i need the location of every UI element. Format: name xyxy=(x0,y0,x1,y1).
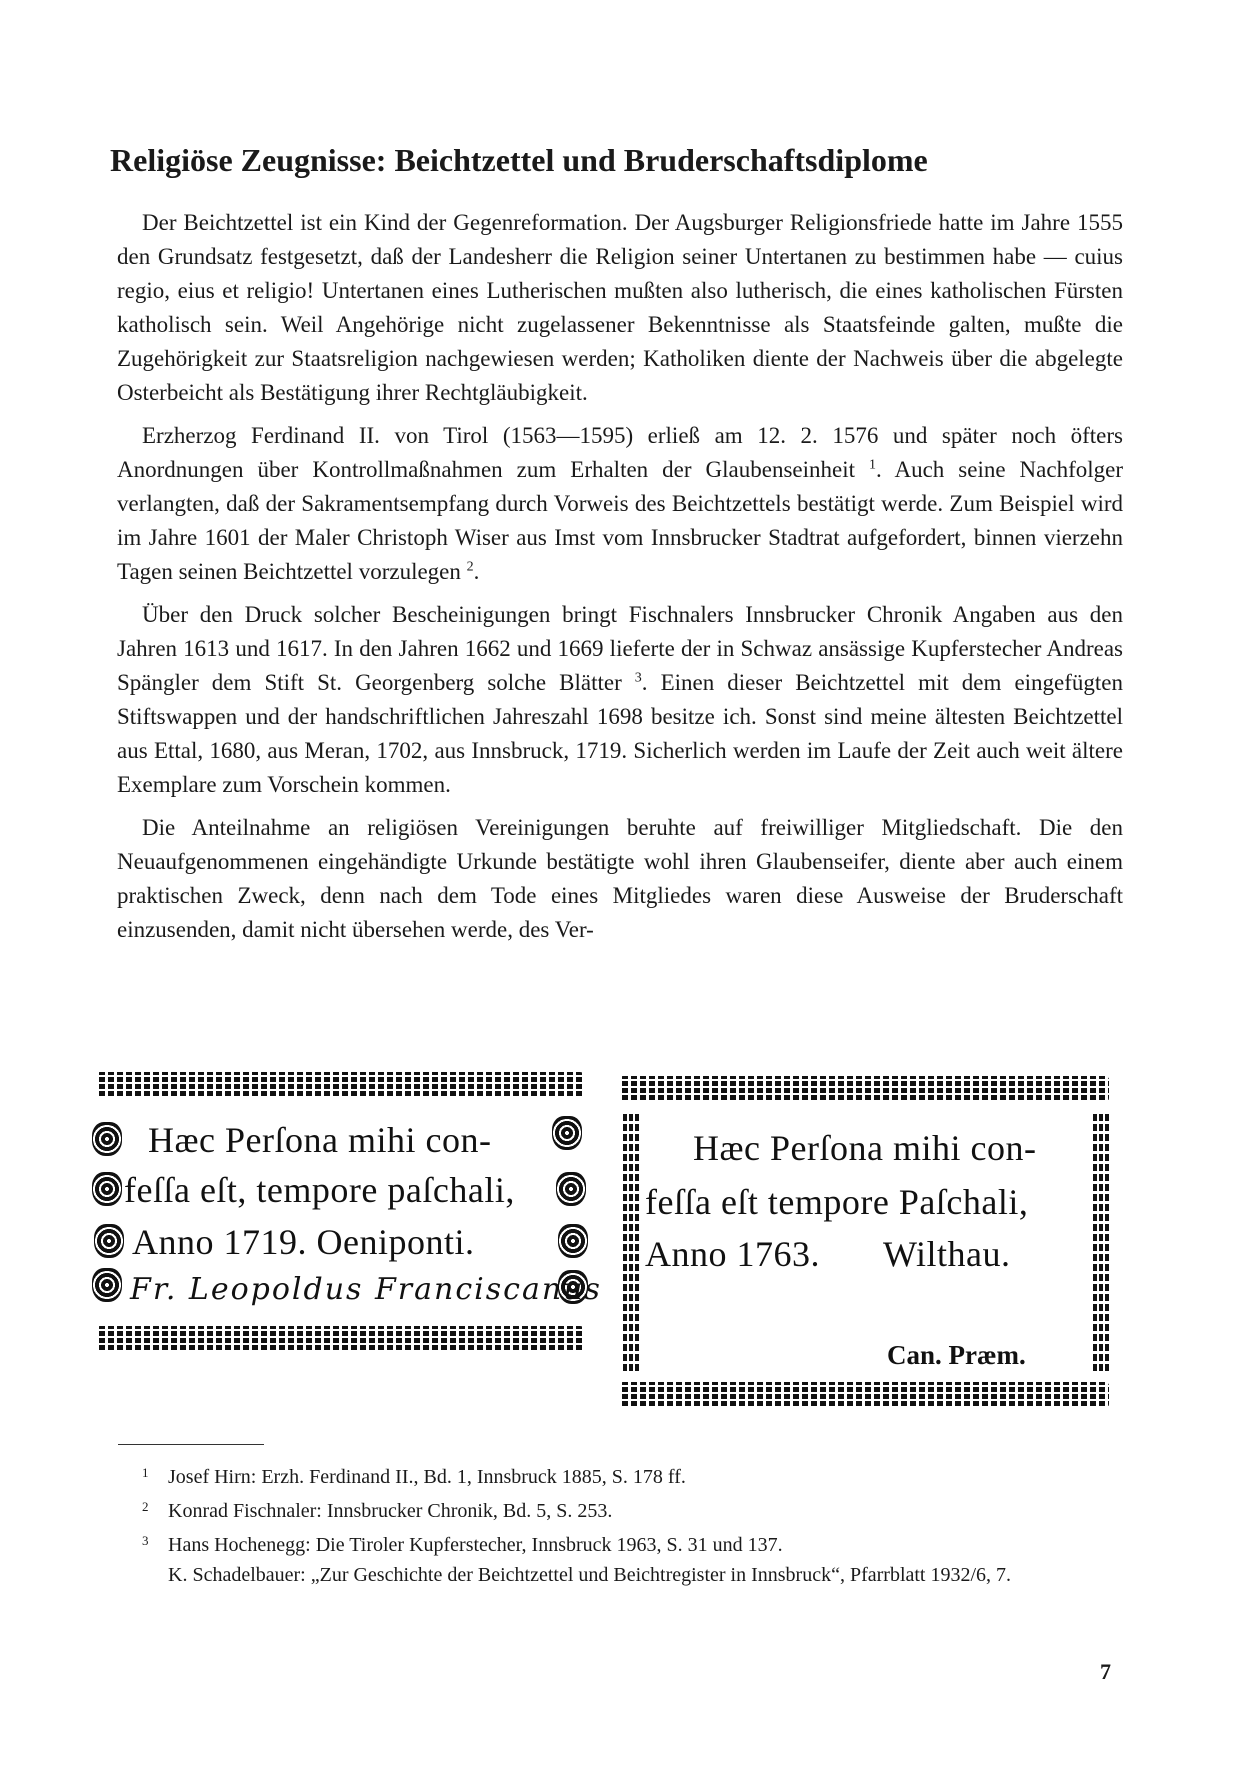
footnote-number: 2 xyxy=(142,1499,149,1514)
page-number: 7 xyxy=(1100,1659,1111,1684)
footnote-divider xyxy=(118,1444,264,1445)
ornament-icon xyxy=(556,1172,586,1206)
paragraph-1: Der Beichtzettel ist ein Kind der Gegenreformation. Der Augsburger Religionsfriede hatte im Jahre 1555 den Grundsatz festgesetzt, daß der Landesherr die Religion seiner Untertanen zu bestimmen habe — cuius regio, eius et religio! Untertanen eines Lutherischen mußten also lutherisch, die eines katholischen Fürsten katholisch sein. Weil Angehörige nicht zugelassener Bekenntnisse als Staatsfeinde galten, mußte die Zugehörigkeit zur Staatsreligion nachgewiesen werden; Katholiken diente der Nachweis über die abgelegte Osterbeicht als Bestätigung ihrer Rechtgläubigkeit. xyxy=(117,210,1123,405)
ornament-icon xyxy=(552,1116,582,1150)
ornament-icon xyxy=(558,1224,588,1258)
ornament-icon xyxy=(94,1224,124,1258)
certificate-abbreviation: Can. Præm. xyxy=(887,1340,1026,1370)
certificate-line-1: Hæc Perſona mihi con- xyxy=(148,1120,492,1160)
footnote-3 xyxy=(142,1530,1122,1590)
ornament-icon xyxy=(92,1172,122,1206)
paragraph-4-text-b: . Einen dieser Beichtzettel mit dem eingefügten Stiftswappen und der handschriftlichen Jahreszahl 1698 besitze ich. Sonst sind meine ältesten Beichtzettel aus Ettal, 1680, aus Meran, 1702, aus Innsbruck, 1719. Sicherlich werden im Laufe der Zeit auch weit ältere Exemplare zum Vorschein kommen. xyxy=(117,670,1124,797)
footnote-text: Josef Hirn: Erzh. Ferdinand II., Bd. 1, Innsbruck 1885, S. 178 ff. xyxy=(168,1466,686,1488)
ornament-border-left xyxy=(621,1112,641,1374)
certificate-signature: Fr. Leopoldus Franciscanus xyxy=(130,1272,602,1307)
paragraph-3-end: . xyxy=(473,559,480,584)
body-text xyxy=(117,206,1123,956)
confession-certificate-1763 xyxy=(615,1072,1113,1420)
footnote-continuation: K. Schadelbauer: „Zur Geschichte der Beichtzettel und Beichtregister in Innsbruck“, Pfarrblatt 1932/6, 7. xyxy=(168,1564,1012,1586)
footnote-number: 1 xyxy=(142,1465,149,1480)
paragraph-2 xyxy=(117,419,1123,589)
ornament-border-bottom xyxy=(619,1382,1109,1408)
footnote-text: Hans Hochenegg: Die Tiroler Kupferstecher, Innsbruck 1963, S. 31 und 137. xyxy=(168,1534,783,1556)
certificate-line-1: Hæc Perſona mihi con- xyxy=(693,1128,1037,1168)
footnote-text: Konrad Fischnaler: Innsbrucker Chronik, Bd. 5, S. 253. xyxy=(168,1500,613,1522)
ornament-border-top xyxy=(619,1076,1109,1102)
ornament-icon xyxy=(92,1122,122,1156)
footnote-1 xyxy=(142,1462,1122,1492)
paragraph-2-end: . xyxy=(876,457,882,482)
certificate-line-2: feſſa eſt tempore Paſchali, xyxy=(645,1182,1029,1222)
footnote-ref-2: 2 xyxy=(466,559,474,575)
ornament-border-right xyxy=(1091,1112,1111,1374)
certificate-place: Wilthau. xyxy=(883,1234,1011,1274)
paragraph-2-text: Erzherzog Ferdinand II. von Tirol (1563—1595) erließ am 12. 2. 1576 und später noch öfters Anordnungen über Kontrollmaßnahmen zum Erhalten der Glaubenseinheit xyxy=(117,423,1123,482)
certificate-line-2: feſſa eſt, tempore paſchali, xyxy=(124,1170,515,1210)
confession-certificate-1719 xyxy=(90,1072,602,1372)
paragraph-5: Die Anteilnahme an religiösen Vereinigungen beruhte auf freiwilliger Mitgliedschaft. Die den Neuaufgenommenen eingehändigte Urkunde bestätigte wohl ihren Glaubenseifer, diente aber auch einem praktischen Zweck, denn nach dem Tode eines Mitgliedes waren diese Ausweise der Bruderschaft einzusenden, damit nicht übersehen werde, des Ver- xyxy=(117,815,1123,942)
footnote-ref-1: 1 xyxy=(869,457,876,473)
certificate-line-3: Anno 1719. Oeniponti. xyxy=(132,1222,475,1262)
footnotes xyxy=(142,1462,1122,1594)
paragraph-4 xyxy=(117,598,1123,802)
footnote-number: 3 xyxy=(142,1533,149,1548)
paragraph-4-text-a: Über den Druck solcher Bescheinigungen bringt Fischnalers Innsbrucker Chronik Angaben aus den Jahren 1613 und 1617. In den Jahren 1662 und 1669 lieferte der in Schwaz ansässige Kupferstecher Andreas Spängler dem Stift St. Georgenberg solche Blätter xyxy=(117,602,1123,695)
footnote-2 xyxy=(142,1496,1122,1526)
page-title: Religiöse Zeugnisse: Beichtzettel und Bruderschaftsdiplome xyxy=(110,142,928,178)
ornament-border-bottom xyxy=(96,1326,584,1352)
paragraph-3-text: Auch seine Nachfolger verlangten, daß der Sakramentsempfang durch Vorweis des Beichtzettels bestätigt werde. Zum Beispiel wird im Jahre 1601 der Maler Christoph Wiser aus Imst vom Innsbrucker Stadtrat aufgefordert, binnen vierzehn Tagen seinen Beichtzettel vorzulegen xyxy=(117,457,1123,584)
certificate-line-3: Anno 1763. xyxy=(645,1234,820,1274)
ornament-border-top xyxy=(96,1072,584,1098)
footnote-ref-3: 3 xyxy=(634,670,642,686)
ornament-icon xyxy=(92,1268,122,1302)
